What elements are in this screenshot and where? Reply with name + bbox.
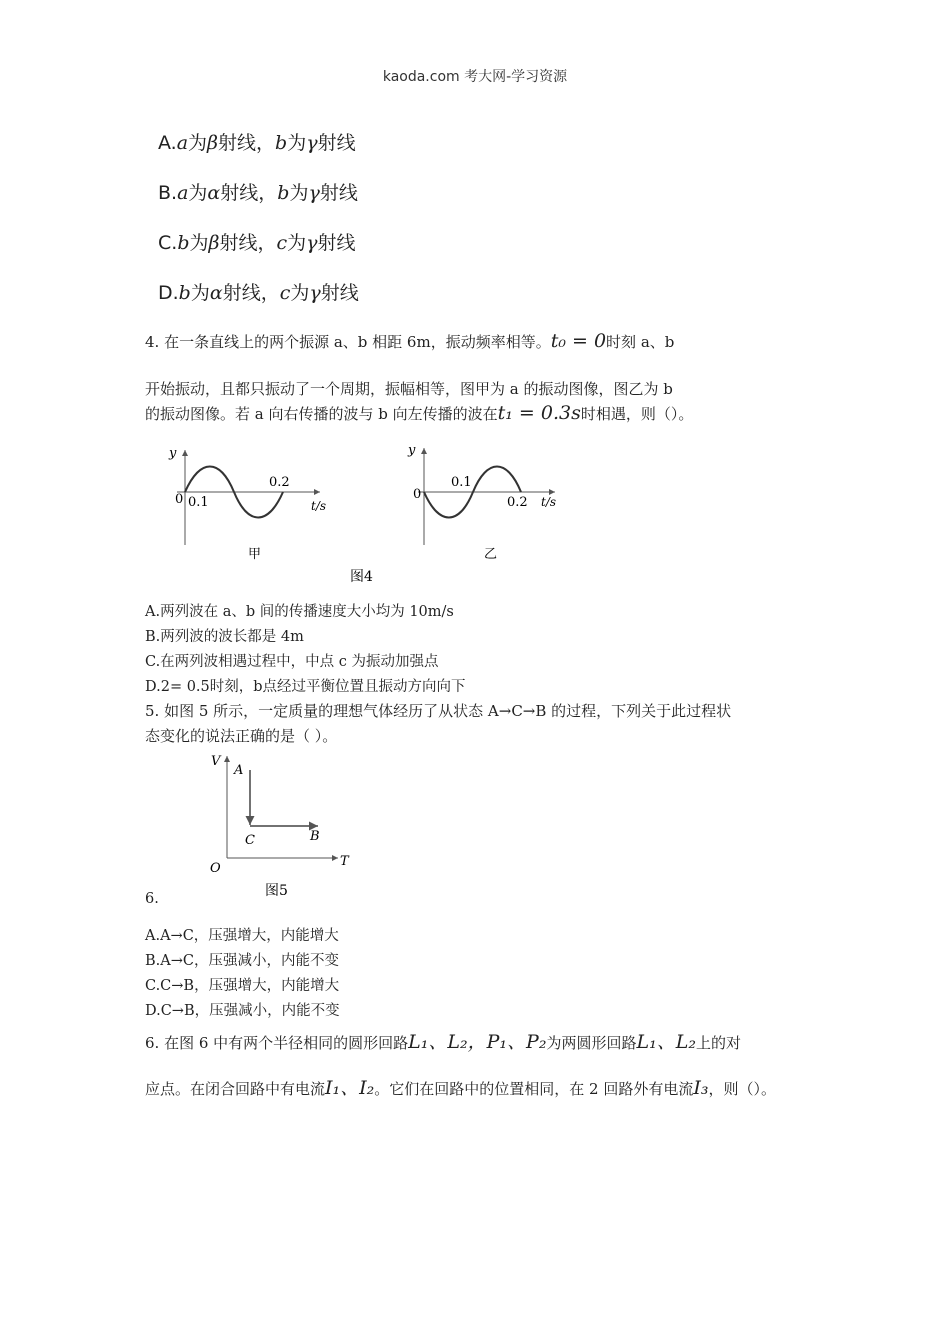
q4-option-a[interactable]: A.两列波在 a、b 间的传播速度大小均为 10m/s (145, 604, 454, 620)
state-a-label: A (234, 763, 244, 778)
right-y-label: y (408, 443, 416, 458)
state-b-label: B (310, 829, 320, 844)
q5-option-a[interactable]: A.A→C，压强增大，内能增大 (145, 928, 339, 944)
q3-option-b[interactable]: B.a为α射线，b为γ射线 (158, 182, 358, 204)
q6-line-2: 应点。在闭合回路中有电流I₁、I₂。它们在回路中的位置相同，在 2 回路外有电流I₃，则（）。 (145, 1077, 776, 1099)
left-tick-0.2: 0.2 (269, 475, 290, 490)
q4-line-3: 的振动图像。若 a 向右传播的波与 b 向左传播的波在t₁ = 0.3s时相遇，则（）。 (145, 402, 694, 424)
left-origin-label: 0 (175, 492, 184, 507)
right-origin-label: 0 (413, 487, 422, 502)
q4-option-d[interactable]: D.2= 0.5时刻，b点经过平衡位置且振动方向向下 (145, 679, 466, 695)
left-y-label: y (169, 446, 177, 461)
origin-label: O (210, 861, 221, 876)
q6-line-1: 6. 在图 6 中有两个半径相同的圆形回路L₁、L₂，P₁、P₂为两圆形回路L₁、L₂上的对 (145, 1031, 741, 1053)
q5-option-b[interactable]: B.A→C，压强减小，内能不变 (145, 953, 339, 969)
t-label: T (340, 854, 349, 869)
left-t-label: t/s (311, 499, 327, 513)
q5-option-d[interactable]: D.C→B，压强减小，内能不变 (145, 1003, 340, 1019)
right-t-label: t/s (541, 495, 557, 509)
left-tick-0.1: 0.1 (188, 495, 209, 510)
state-c-label: C (245, 833, 255, 848)
q3-option-d[interactable]: D.b为α射线，c为γ射线 (158, 282, 359, 304)
figure-4 (155, 440, 575, 590)
v-label: V (211, 754, 221, 769)
figure-4-caption: 图4 (350, 569, 373, 585)
right-tick-0.2: 0.2 (507, 495, 528, 510)
left-caption: 甲 (248, 547, 262, 562)
q4-option-b[interactable]: B.两列波的波长都是 4m (145, 629, 304, 645)
q3-option-c[interactable]: C.b为β射线，c为γ射线 (158, 232, 356, 254)
q5-line-2: 态变化的说法正确的是（ ）。 (145, 727, 338, 745)
q5-option-c[interactable]: C.C→B，压强增大，内能增大 (145, 978, 340, 994)
figure-5-caption: 图5 (265, 883, 288, 899)
q3-option-a[interactable]: A.a为β射线，b为γ射线 (158, 132, 356, 154)
page-header: kaoda.com 考大网-学习资源 (382, 69, 568, 85)
right-caption: 乙 (484, 547, 498, 562)
q5-number: 6. (145, 891, 159, 907)
figure-5 (200, 750, 360, 902)
q4-line-1: 4. 在一条直线上的两个振源 a、b 相距 6m，振动频率相等。t₀ = 0时刻 a、b (145, 330, 675, 352)
q5-line-1: 5. 如图 5 所示，一定质量的理想气体经历了从状态 A→C→B 的过程，下列关于此过程状 (145, 702, 732, 720)
q4-line-2: 开始振动，且都只振动了一个周期，振幅相等，图甲为 a 的振动图像，图乙为 b (145, 380, 673, 398)
right-tick-0.1: 0.1 (451, 475, 472, 490)
q4-option-c[interactable]: C.在两列波相遇过程中，中点 c 为振动加强点 (145, 654, 439, 670)
